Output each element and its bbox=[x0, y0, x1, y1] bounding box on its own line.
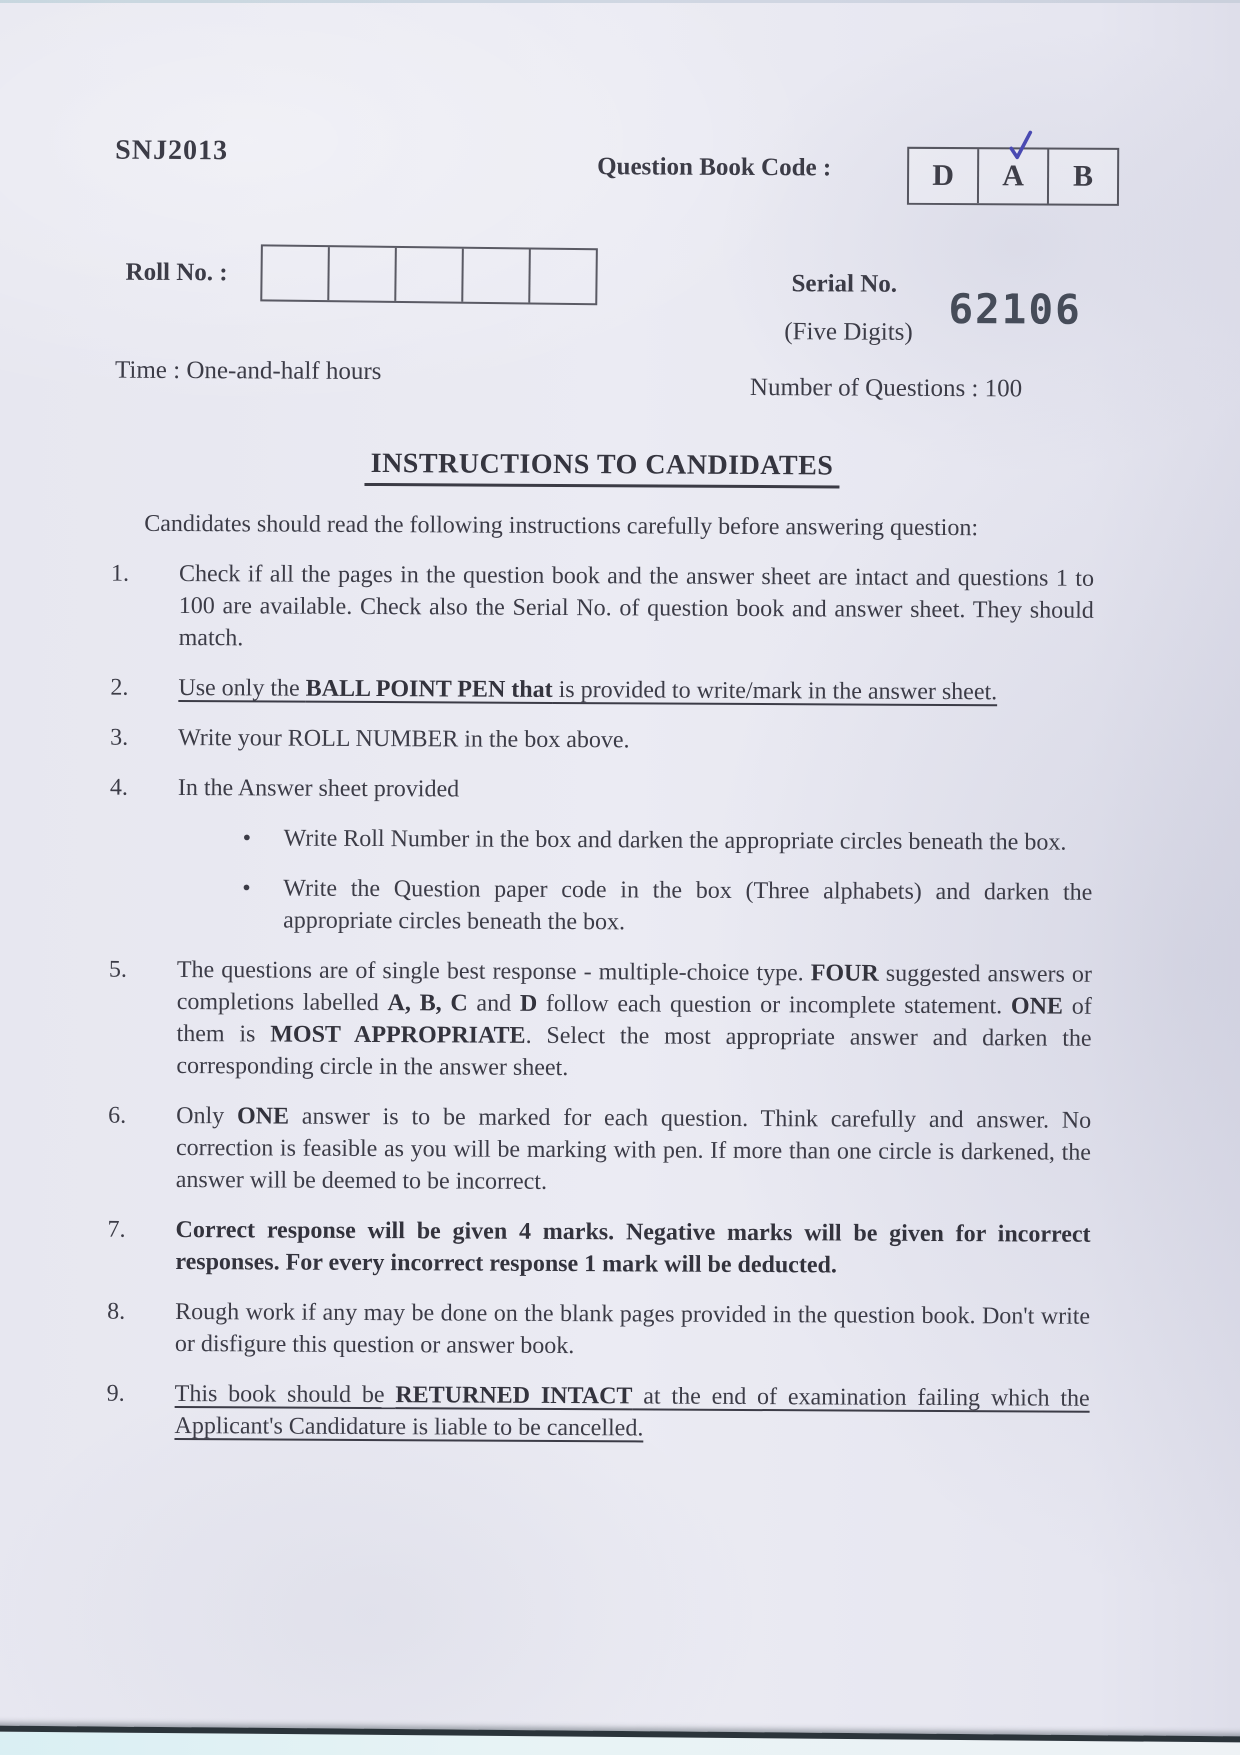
code-cell-b bbox=[1047, 150, 1117, 204]
text-run: of them is bbox=[176, 993, 1092, 1048]
item-number: 3. bbox=[110, 724, 129, 751]
code-cell-d bbox=[909, 149, 977, 203]
item-text bbox=[178, 772, 1093, 809]
item-number: 1. bbox=[110, 560, 130, 587]
pen-checkmark-icon bbox=[1005, 128, 1035, 162]
text-run: D bbox=[519, 990, 538, 1017]
question-count-label: Number of Questions : 100 bbox=[749, 373, 1023, 403]
bullet-item bbox=[242, 872, 1092, 940]
item-text bbox=[174, 1378, 1089, 1447]
item-text bbox=[178, 672, 1093, 709]
item-body bbox=[178, 672, 1093, 709]
instruction-item bbox=[109, 558, 1094, 659]
text-run: and bbox=[467, 990, 520, 1017]
instructions-section bbox=[104, 447, 1094, 1465]
text-run: . Select the most appropriate answer and darken the corresponding circle in the answer sheet. bbox=[176, 1022, 1092, 1082]
item-body bbox=[176, 1100, 1091, 1201]
item-body bbox=[179, 558, 1094, 659]
instruction-item bbox=[106, 954, 1092, 1087]
item-number: 8. bbox=[107, 1298, 126, 1325]
item-body bbox=[175, 1214, 1090, 1283]
text-run: Write Roll Number in the box and darken the appropriate circles beneath the box. bbox=[283, 825, 1067, 856]
instruction-item bbox=[104, 1378, 1089, 1447]
instructions-intro: Candidates should read the following instructions carefully before answering question: bbox=[144, 510, 979, 542]
serial-sub-label: (Five Digits) bbox=[784, 318, 913, 346]
text-run: Rough work if any may be done on the blank pages provided in the question book. Don't write or disfigure this question or answer book. bbox=[174, 1298, 1091, 1360]
bullet-icon: • bbox=[242, 875, 251, 902]
instructions-heading: INSTRUCTIONS TO CANDIDATES bbox=[365, 448, 840, 488]
text-run: This book should be bbox=[174, 1380, 396, 1409]
instruction-item bbox=[105, 1214, 1090, 1283]
instructions-heading-row bbox=[109, 447, 1094, 490]
text-run: suggested answers or completions labelled bbox=[176, 960, 1092, 1017]
text-run: MOST APPROPRIATE bbox=[270, 1021, 526, 1049]
item-body bbox=[178, 722, 1093, 759]
bullet-text bbox=[284, 823, 1093, 859]
bullet-icon: • bbox=[242, 825, 252, 852]
roll-cell bbox=[327, 247, 395, 301]
roll-cell bbox=[394, 248, 462, 302]
text-run: at the end of examination failing which the Applicant's Candidature is liable to be cancelled. bbox=[174, 1383, 1090, 1442]
text-run: answer is to be marked for each question. Think carefully and answer. No correction is feasible as you will be marking with pen. If more than one circle is darkened, the answer will be deemed to be incorrect. bbox=[175, 1103, 1092, 1195]
item-body bbox=[175, 1296, 1090, 1365]
code-cell-a bbox=[977, 149, 1047, 203]
code-letter: A bbox=[1002, 159, 1025, 193]
item-number: 9. bbox=[106, 1380, 125, 1407]
instruction-items bbox=[104, 558, 1094, 1447]
roll-cell bbox=[528, 249, 596, 303]
text-run: Correct response will be given 4 marks. Negative marks will be given for incorrect responses. For every incorrect response 1 mark will be deducted. bbox=[175, 1216, 1091, 1279]
time-label: Time : One-and-half hours bbox=[114, 356, 382, 386]
serial-no-label: Serial No. bbox=[791, 270, 898, 298]
item-number: 2. bbox=[110, 674, 129, 701]
bullet-text bbox=[283, 873, 1092, 941]
item-number: 6. bbox=[108, 1102, 127, 1129]
text-run: RETURNED INTACT bbox=[395, 1382, 633, 1410]
text-run: is provided to write/mark in the answer sheet. bbox=[552, 676, 998, 706]
serial-number: 62106 bbox=[948, 285, 1082, 334]
roll-no-label: Roll No. : bbox=[125, 258, 228, 287]
code-letter: B bbox=[1072, 159, 1094, 193]
item-body bbox=[176, 954, 1092, 1087]
item-number: 4. bbox=[109, 774, 128, 801]
text-run: The questions are of single best response - multiple-choice type. bbox=[176, 956, 811, 987]
instruction-item bbox=[108, 672, 1093, 709]
roll-cell bbox=[461, 249, 529, 303]
roll-no-box bbox=[260, 244, 598, 305]
text-run: ONE bbox=[236, 1103, 290, 1130]
text-run: A, B, C bbox=[387, 990, 468, 1017]
item-body bbox=[174, 1378, 1089, 1447]
text-run: Only bbox=[176, 1102, 238, 1130]
paper-code: SNJ2013 bbox=[115, 134, 229, 167]
text-run: Use only the bbox=[178, 674, 306, 702]
question-book-code-box bbox=[907, 147, 1119, 206]
text-run: Check if all the pages in the question book and the answer sheet are intact and questions 1 to 100 are available. Check also the Serial No. of question book and answer sheet. They should match. bbox=[178, 560, 1095, 652]
text-run: follow each question or incomplete statement. bbox=[537, 990, 1012, 1020]
item-text bbox=[175, 1296, 1090, 1365]
instruction-item bbox=[108, 722, 1093, 759]
item-number: 7. bbox=[107, 1216, 126, 1243]
text-run: FOUR bbox=[810, 960, 879, 987]
bullet-item bbox=[243, 822, 1093, 858]
instruction-item bbox=[107, 772, 1093, 941]
code-letter: D bbox=[932, 158, 955, 193]
item-text bbox=[175, 1214, 1090, 1283]
text-run: Write your ROLL NUMBER in the box above. bbox=[178, 724, 630, 754]
text-run: BALL POINT PEN that bbox=[305, 675, 553, 703]
item-text bbox=[176, 1100, 1091, 1201]
text-run: In the Answer sheet provided bbox=[177, 774, 460, 803]
item-number: 5. bbox=[108, 956, 127, 983]
item-text bbox=[179, 558, 1094, 659]
text-run: Write the Question paper code in the box (Three alphabets) and darken the appropriate circles beneath the box. bbox=[283, 875, 1093, 936]
instruction-item bbox=[105, 1296, 1090, 1365]
item-text bbox=[176, 954, 1092, 1087]
text-run: ONE bbox=[1010, 993, 1064, 1020]
item-body bbox=[177, 772, 1093, 941]
question-book-code-label: Question Book Code : bbox=[597, 153, 832, 182]
item-text bbox=[178, 722, 1093, 759]
instruction-item bbox=[106, 1100, 1091, 1201]
roll-cell bbox=[262, 246, 328, 300]
